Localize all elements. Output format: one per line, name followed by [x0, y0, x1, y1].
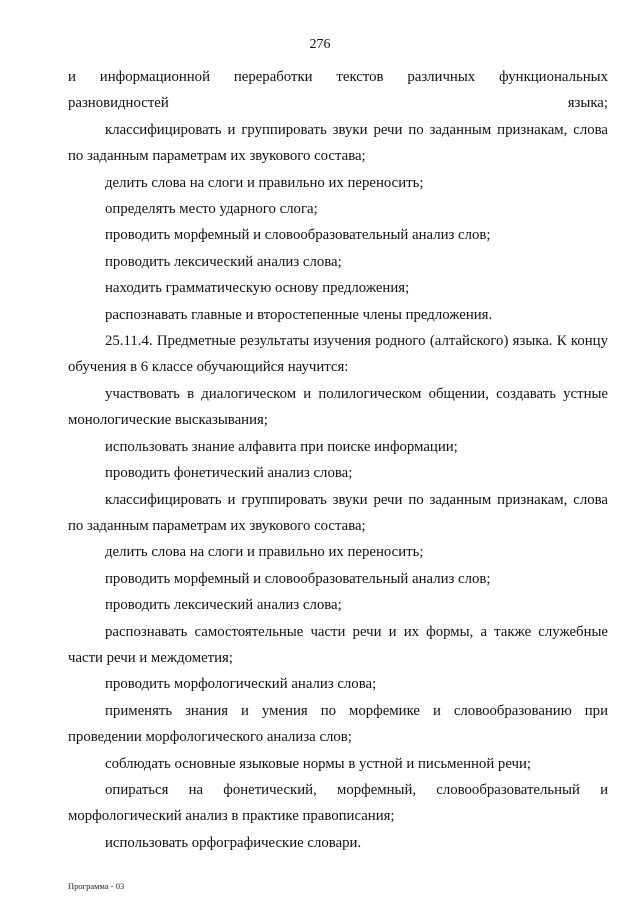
paragraph-list-item: классифицировать и группировать звуки речи по заданным признакам, слова по заданным параметрам их звукового состава; — [68, 491, 608, 534]
paragraph-list-item: проводить морфемный и словообразовательный анализ слов; — [105, 227, 491, 244]
section-heading-paragraph: 25.11.4. Предметные результаты изучения родного (алтайского) языка. К концу обучения в 6 классе обучающийся научится: — [68, 333, 608, 376]
paragraph-list-item: проводить лексический анализ слова; — [105, 253, 342, 270]
paragraph-list-item: находить грамматическую основу предложения; — [105, 280, 410, 297]
page-number: 276 — [309, 37, 331, 52]
paragraph-list-item: классифицировать и группировать звуки речи по заданным признакам, слова по заданным параметрам их звукового состава; — [68, 121, 608, 165]
page-footer: Программа - 03 — [68, 881, 125, 891]
paragraph-list-item: проводить лексический анализ слова; — [105, 597, 342, 614]
paragraph-list-item: использовать орфографические словари. — [105, 834, 362, 851]
paragraph-list-item: распознавать главные и второстепенные члены предложения. — [105, 306, 493, 323]
paragraph-list-item: проводить морфемный и словообразовательный анализ слов; — [105, 570, 491, 587]
paragraph-list-item: проводить фонетический анализ слова; — [105, 465, 353, 482]
paragraph-list-item: использовать знание алфавита при поиске информации; — [105, 438, 458, 455]
paragraph-list-item: делить слова на слоги и правильно их переносить; — [105, 174, 424, 191]
paragraph-list-item: распознавать самостоятельные части речи и их формы, а также служебные части речи и междометия; — [68, 623, 608, 666]
paragraph-list-item: применять знания и умения по морфемике и словообразованию при проведении морфологического анализа слов; — [68, 702, 608, 746]
paragraph-list-item: определять место ударного слога; — [105, 201, 318, 218]
paragraph-list-item: соблюдать основные языковые нормы в устной и письменной речи; — [105, 755, 532, 772]
paragraph-list-item: проводить морфологический анализ слова; — [105, 676, 377, 693]
paragraph-list-item: опираться на фонетический, морфемный, словообразовательный и морфологический анализ в практике правописания; — [68, 781, 608, 825]
paragraph-list-item: делить слова на слоги и правильно их переносить; — [105, 544, 424, 561]
paragraph-list-item: участвовать в диалогическом и полилогическом общении, создавать устные монологические высказывания; — [68, 385, 608, 429]
page-body — [68, 64, 608, 856]
paragraph-continuation: и информационной переработки текстов различных функциональных разновидностей языка; — [68, 69, 608, 112]
